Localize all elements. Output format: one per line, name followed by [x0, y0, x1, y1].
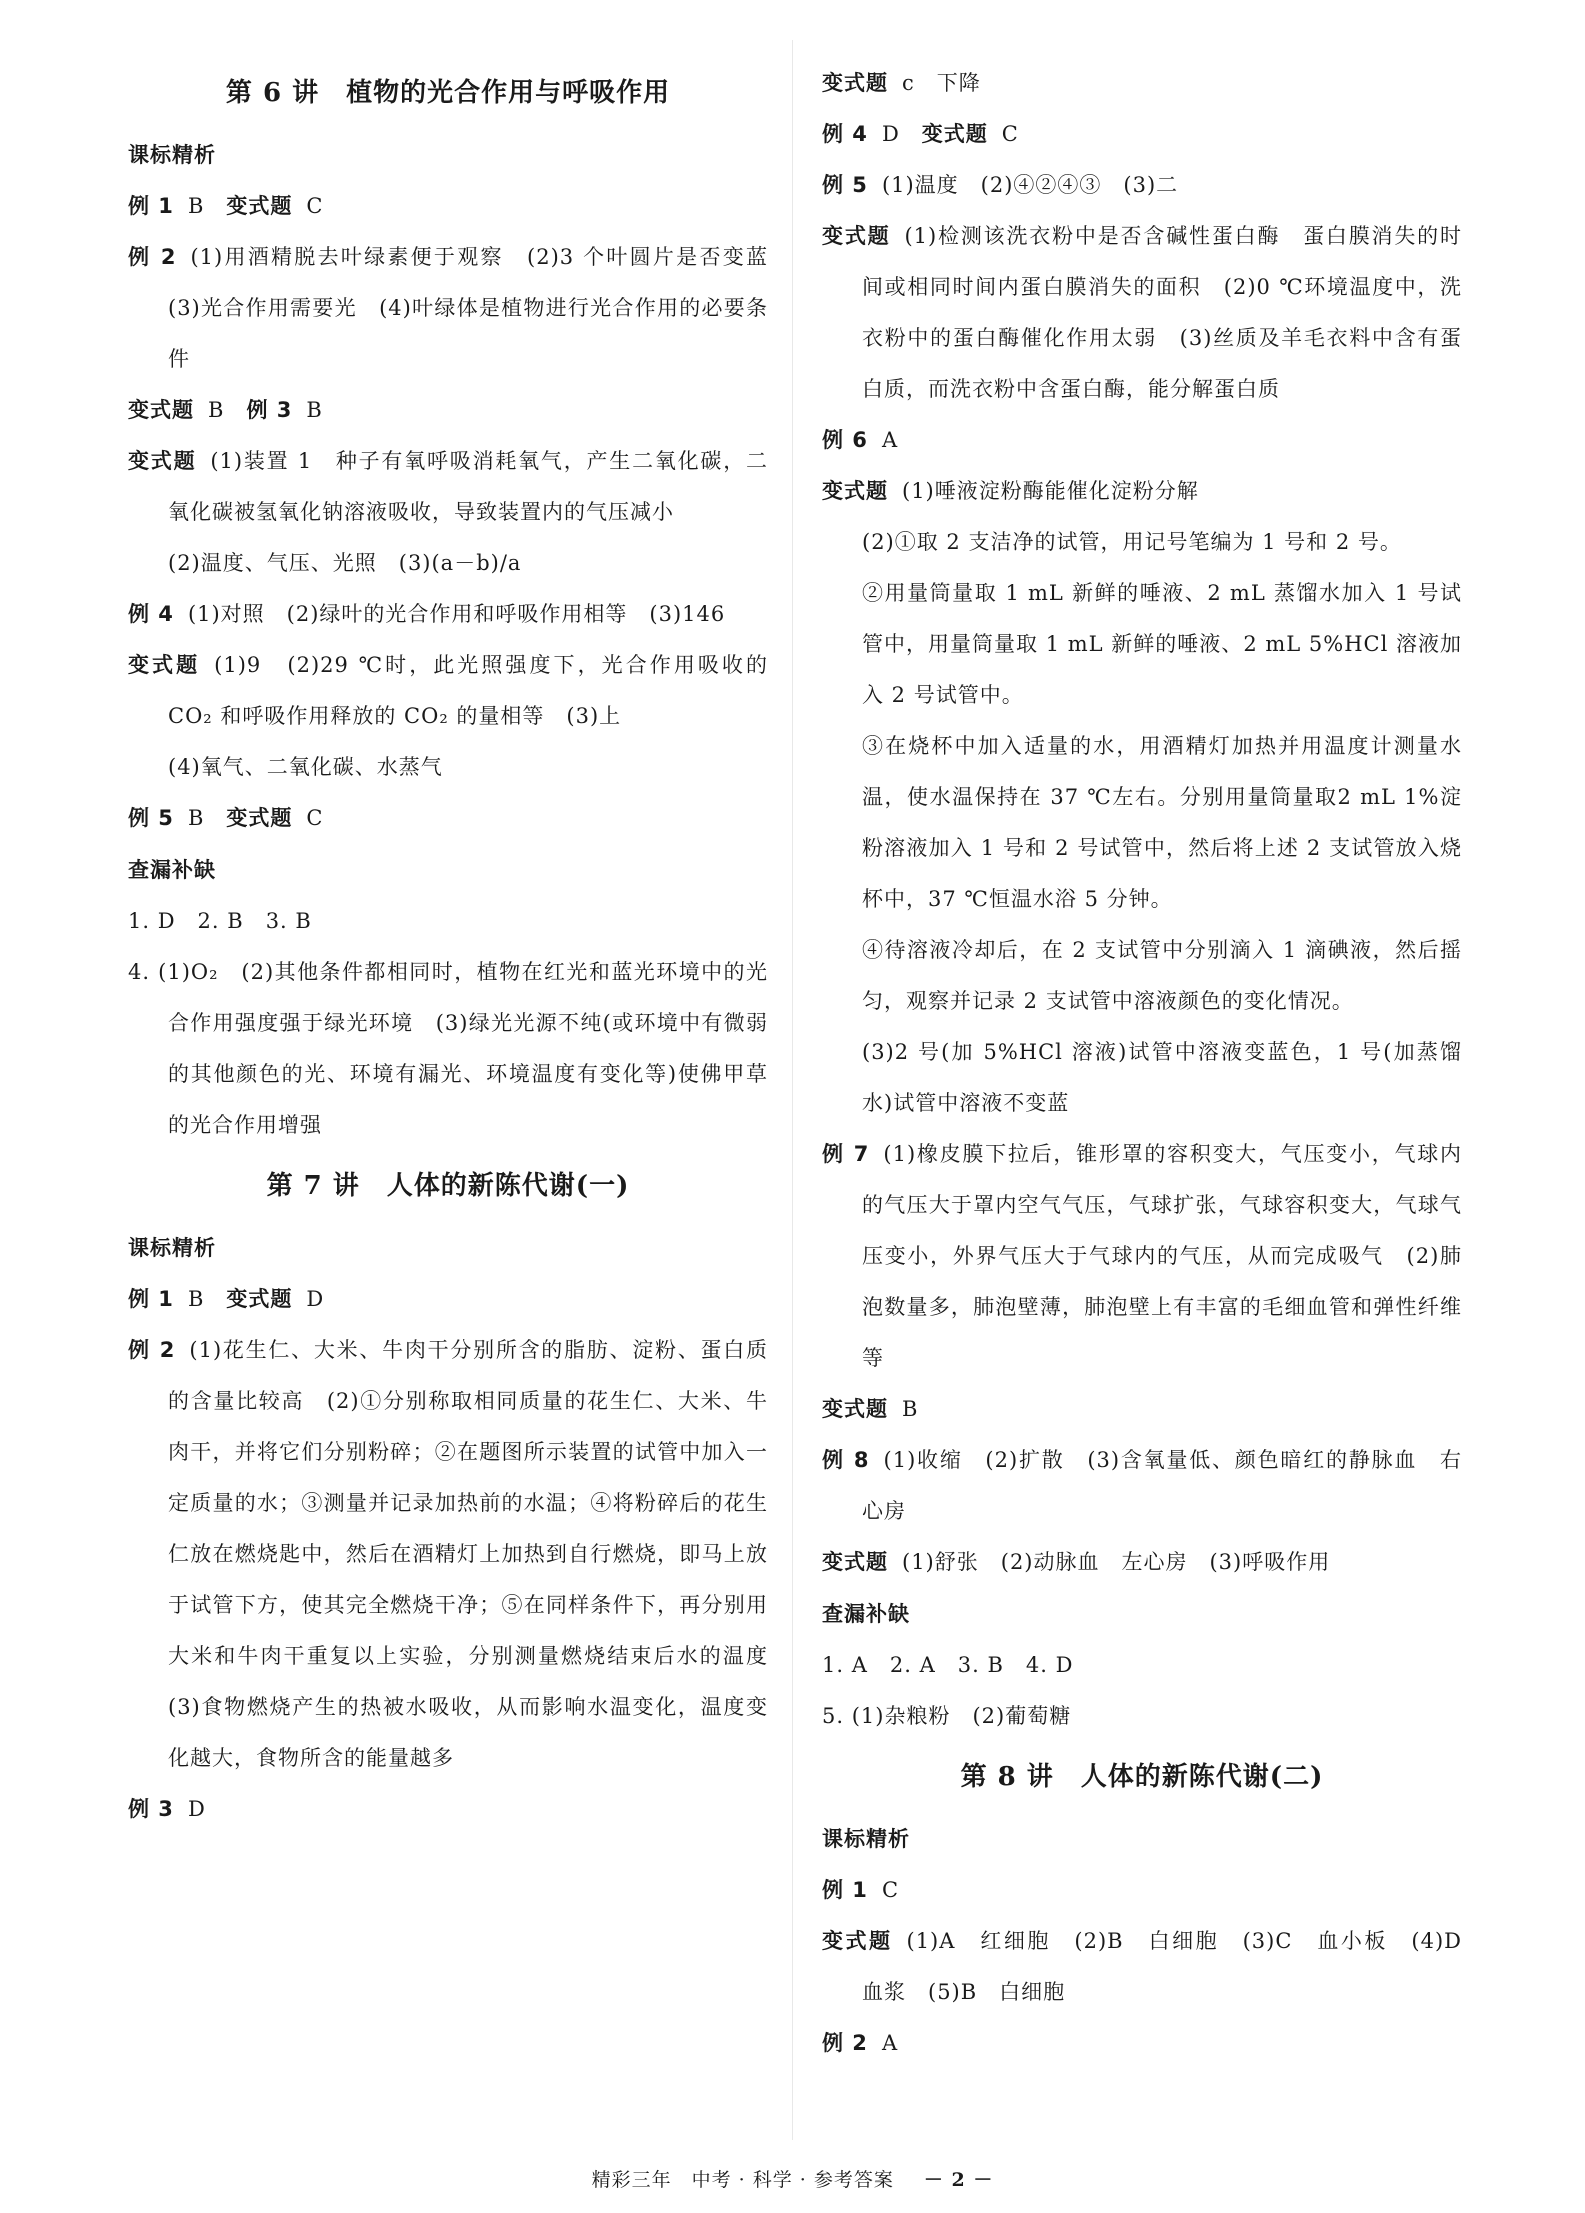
answer-line: 例 6 A	[822, 428, 899, 452]
answer-line: 例 1 C	[822, 1878, 900, 1902]
answer-line: 变式题 (1)A 红细胞 (2)B 白细胞 (3)C 血小板 (4)D 血浆 (5)B 白细胞	[822, 1929, 1484, 2004]
answer-line: 例 7 (1)橡皮膜下拉后，锥形罩的容积变大，气压变小，气球内的气压大于罩内空气气压，气球扩张，气球容积变大，气球气压变小，外界气压大于气球内的气压，从而完成吸气 (2)肺泡数量多，肺泡壁薄，肺泡壁上有丰富的毛细血管和弹性纤维等	[822, 1142, 1462, 1370]
footer-text: 精彩三年 中考 · 科学 · 参考答案	[591, 2169, 894, 2191]
answer-line: 例 1 B 变式题 D	[128, 1287, 325, 1311]
section-heading: 课标精析	[822, 1827, 910, 1851]
answer-line: 例 3 D	[128, 1797, 206, 1821]
answer-line: 变式题 c 下降	[822, 71, 981, 95]
answer-line: (2)温度、气压、光照 (3)(a－b)/a	[168, 551, 522, 575]
answer-line: 1. A 2. A 3. B 4. D	[822, 1653, 1074, 1677]
left-column	[128, 58, 790, 1835]
answer-line: ④待溶液冷却后，在 2 支试管中分别滴入 1 滴碘液，然后摇匀，观察并记录 2 支试管中溶液颜色的变化情况。	[862, 938, 1462, 1013]
page-footer	[0, 2165, 1585, 2192]
section-heading: 课标精析	[128, 143, 216, 167]
lecture-8-title: 第 8 讲 人体的新陈代谢(二)	[960, 1762, 1324, 1792]
answer-line: 变式题 B 例 3 B	[128, 398, 323, 422]
answer-line: 例 8 (1)收缩 (2)扩散 (3)含氧量低、颜色暗红的静脉血 右心房	[822, 1448, 1462, 1523]
answer-line: 变式题 (1)9 (2)29 ℃时，此光照强度下，光合作用吸收的 CO₂ 和呼吸作用释放的 CO₂ 的量相等 (3)上	[128, 653, 768, 728]
answer-line: 4. (1)O₂ (2)其他条件都相同时，植物在红光和蓝光环境中的光合作用强度强于绿光环境 (3)绿光光源不纯(或环境中有微弱的其他颜色的光、环境有漏光、环境温度有变化等)使佛甲草的光合作用增强	[128, 960, 768, 1137]
section-heading: 课标精析	[128, 1236, 216, 1260]
column-divider	[792, 40, 793, 2140]
answer-line: 例 5 (1)温度 (2)④②④③ (3)二	[822, 173, 1179, 197]
answer-line: 变式题 (1)检测该洗衣粉中是否含碱性蛋白酶 蛋白膜消失的时间或相同时间内蛋白膜消失的面积 (2)0 ℃环境温度中，洗衣粉中的蛋白酶催化作用太弱 (3)丝质及羊毛衣料中含有蛋白质，而洗衣粉中含蛋白酶，能分解蛋白质	[822, 224, 1462, 401]
answer-line: 例 4 D 变式题 C	[822, 122, 1019, 146]
right-column	[822, 58, 1484, 2069]
answer-line: ③在烧杯中加入适量的水，用酒精灯加热并用温度计测量水温，使水温保持在 37 ℃左右。分别用量筒量取2 mL 1%淀粉溶液加入 1 号和 2 号试管中，然后将上述 2 支试管放入烧杯中，37 ℃恒温水浴 5 分钟。	[862, 734, 1462, 911]
answer-line: (3)2 号(加 5%HCl 溶液)试管中溶液变蓝色，1 号(加蒸馏水)试管中溶液不变蓝	[862, 1040, 1462, 1115]
lecture-6-title: 第 6 讲 植物的光合作用与呼吸作用	[225, 78, 671, 108]
answer-line: 例 2 A	[822, 2031, 899, 2055]
answer-line: 例 1 B 变式题 C	[128, 194, 324, 218]
answer-line: 例 5 B 变式题 C	[128, 806, 324, 830]
answer-line: 1. D 2. B 3. B	[128, 909, 312, 933]
answer-line: 例 4 (1)对照 (2)绿叶的光合作用和呼吸作用相等 (3)146	[128, 602, 726, 626]
answer-line: 5. (1)杂粮粉 (2)葡萄糖	[822, 1704, 1072, 1728]
section-heading: 查漏补缺	[128, 858, 216, 882]
lecture-7-title: 第 7 讲 人体的新陈代谢(一)	[266, 1171, 630, 1201]
answer-line: (4)氧气、二氧化碳、水蒸气	[168, 755, 443, 779]
answer-line: (2)①取 2 支洁净的试管，用记号笔编为 1 号和 2 号。	[862, 530, 1402, 554]
answer-line: 变式题 B	[822, 1397, 919, 1421]
answer-line: 变式题 (1)舒张 (2)动脉血 左心房 (3)呼吸作用	[822, 1550, 1331, 1574]
answer-line: 变式题 (1)唾液淀粉酶能催化淀粉分解	[822, 479, 1199, 503]
answer-line: 变式题 (1)装置 1 种子有氧呼吸消耗氧气，产生二氧化碳，二氧化碳被氢氧化钠溶液吸收，导致装置内的气压减小	[128, 449, 769, 524]
page-number: － 2 －	[923, 2169, 994, 2191]
answer-line: 例 2 (1)花生仁、大米、牛肉干分别所含的脂肪、淀粉、蛋白质的含量比较高 (2)①分别称取相同质量的花生仁、大米、牛肉干，并将它们分别粉碎；②在题图所示装置的试管中加入一定质量的水；③测量并记录加热前的水温；④将粉碎后的花生仁放在燃烧匙中，然后在酒精灯上加热到自行燃烧，即马上放于试管下方，使其完全燃烧干净；⑤在同样条件下，再分别用大米和牛肉干重复以上实验，分别测量燃烧结束后水的温度 (3)食物燃烧产生的热被水吸收，从而影响水温变化，温度变化越大，食物所含的能量越多	[128, 1338, 790, 1770]
answer-line: ②用量筒量取 1 mL 新鲜的唾液、2 mL 蒸馏水加入 1 号试管中，用量筒量取 1 mL 新鲜的唾液、2 mL 5%HCl 溶液加入 2 号试管中。	[862, 581, 1462, 707]
answer-line: 例 2 (1)用酒精脱去叶绿素便于观察 (2)3 个叶圆片是否变蓝 (3)光合作用需要光 (4)叶绿体是植物进行光合作用的必要条件	[128, 245, 790, 371]
section-heading: 查漏补缺	[822, 1602, 910, 1626]
